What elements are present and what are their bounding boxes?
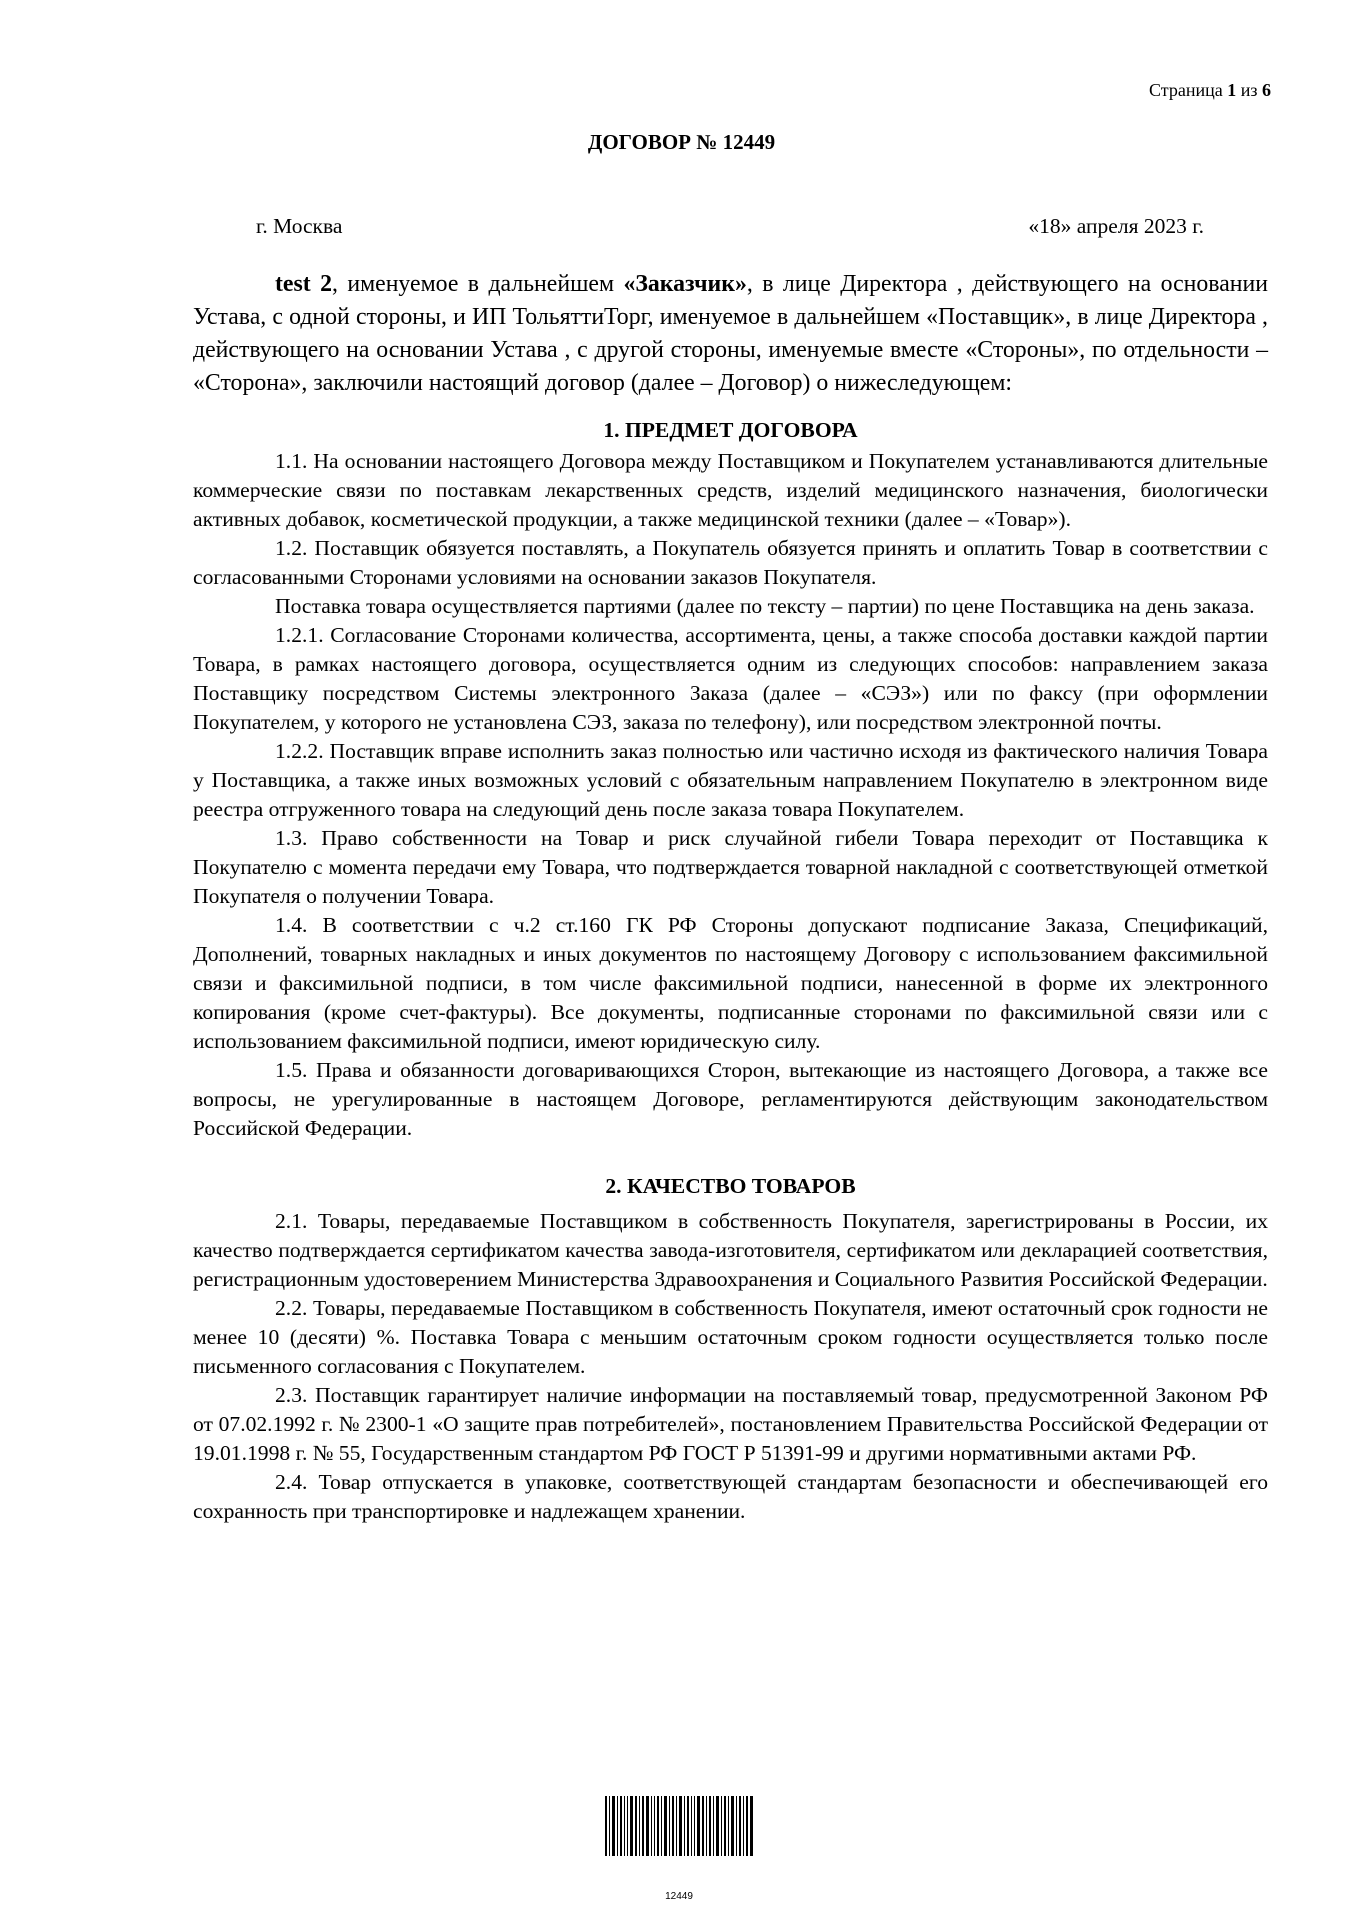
page-total: 6 [1262, 80, 1271, 100]
page-number [1149, 80, 1271, 101]
clause-1-2-delivery: Поставка товара осуществляется партиями (далее по тексту – партии) по цене Поставщика на день заказа. [275, 594, 1255, 618]
clause-1-2-1: 1.2.1. Согласование Сторонами количества, ассортимента, цены, а также способа доставки каждой партии Товара, в рамках настоящего договора, осуществляется одним из следующих способов: направлением заказа Поставщику посредством Системы электронного Заказа (далее – «СЭЗ») или по факсу (при оформлении Покупателем, у которого не установлена СЭЗ, заказа по телефону), или посредством электронной почты. [193, 623, 1268, 734]
preamble-text-1: , именуемое в дальнейшем [331, 271, 624, 297]
clause-2-4: 2.4. Товар отпускается в упаковке, соответствующей стандартам безопасности и обеспечивающей его сохранность при транспортировке и надлежащем хранении. [193, 1470, 1268, 1523]
clause-2-1: 2.1. Товары, передаваемые Поставщиком в собственность Покупателя, зарегистрированы в России, их качество подтверждается сертификатом качества завода-изготовителя, сертификатом или декларацией соответствия, регистрационным удостоверением Министерства Здравоохранения и Социального Развития Российской Федерации. [193, 1209, 1268, 1291]
clause-1-1: 1.1. На основании настоящего Договора между Поставщиком и Покупателем устанавливаются длительные коммерческие связи по поставкам лекарственных средств, изделий медицинского назначения, биологически активных добавок, косметической продукции, а также медицинской техники (далее – «Товар»). [193, 449, 1268, 531]
barcode-number: 12449 [665, 1891, 693, 1902]
clause-1-4: 1.4. В соответствии с ч.2 ст.160 ГК РФ Стороны допускают подписание Заказа, Спецификаций, Дополнений, товарных накладных и иных документов по настоящему Договору с использованием факсимильной связи и факсимильной подписи, в том числе факсимильной подписи, нанесенной в форме их электронного копирования (кроме счет-фактуры). Все документы, подписанные сторонами по факсимильной связи или с использованием факсимильной подписи, имеют юридическую силу. [193, 913, 1268, 1053]
clause-1-2-2: 1.2.2. Поставщик вправе исполнить заказ полностью или частично исходя из фактического наличия Товара у Поставщика, а также иных возможных условий с обязательным направлением Покупателю в электронном виде реестра отгруженного товара на следующий день после заказа товара Покупателем. [193, 739, 1268, 821]
barcode [603, 1796, 755, 1856]
preamble-text-2: , в лице Директора , действующего на основании Устава, с одной стороны, и ИП ТольяттиТорг, именуемое в дальнейшем «Поставщик», в лице Директора , действующего на основании Устава , с другой стороны, именуемые вместе «Стороны», по отдельности – «Сторона», заключили настоящий договор (далее – Договор) о нижеследующем: [193, 271, 1268, 396]
clause-1-3: 1.3. Право собственности на Товар и риск случайной гибели Товара переходит от Поставщика к Покупателю с момента передачи ему Товара, что подтверждается товарной накладной с соответствующей отметкой Покупателя о получении Товара. [193, 826, 1268, 908]
preamble [193, 268, 1268, 400]
page-current: 1 [1227, 80, 1237, 100]
customer-name: test 2 [275, 271, 332, 297]
section-2-heading: 2. КАЧЕСТВО ТОВАРОВ [605, 1174, 856, 1198]
clause-2-2: 2.2. Товары, передаваемые Поставщиком в собственность Покупателя, имеют остаточный срок годности не менее 10 (десяти) %. Поставка Товара с меньшим остаточным сроком годности осуществляется только после письменного согласования с Покупателем. [193, 1296, 1268, 1378]
section-1-heading: 1. ПРЕДМЕТ ДОГОВОРА [603, 418, 858, 442]
clause-1-5: 1.5. Права и обязанности договаривающихся Сторон, вытекающие из настоящего Договора, а также все вопросы, не урегулированные в настоящем Договоре, регламентируются действующим законодательством Российской Федерации. [193, 1058, 1268, 1140]
clause-2-3: 2.3. Поставщик гарантирует наличие информации на поставляемый товар, предусмотренной Законом РФ от 07.02.1992 г. № 2300-1 «О защите прав потребителей», постановлением Правительства Российской Федерации от 19.01.1998 г. № 55, Государственным стандартом РФ ГОСТ Р 51391-99 и другими нормативными актами РФ. [193, 1383, 1268, 1465]
clause-1-2: 1.2. Поставщик обязуется поставлять, а Покупатель обязуется принять и оплатить Товар в соответствии с согласованными Сторонами условиями на основании заказов Покупателя. [193, 536, 1268, 589]
customer-role: «Заказчик» [623, 271, 747, 297]
page-label: Страница [1149, 80, 1223, 100]
contract-place: г. Москва [256, 214, 343, 238]
contract-date: «18» апреля 2023 г. [1028, 214, 1204, 238]
page-separator: из [1240, 80, 1258, 100]
contract-body [193, 268, 1268, 1526]
contract-title: ДОГОВОР № 12449 [587, 130, 776, 154]
